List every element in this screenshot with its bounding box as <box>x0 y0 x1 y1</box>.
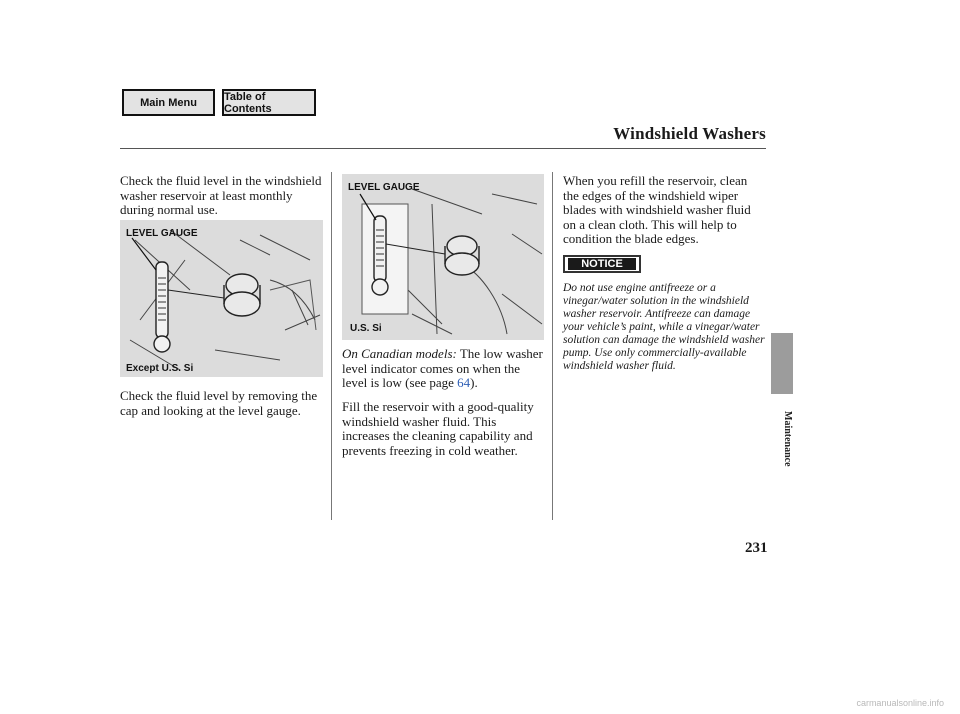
notice-badge <box>563 255 641 273</box>
page-ref-link[interactable]: 64 <box>457 375 471 390</box>
notice-text: Do not use engine antifreeze or a vinegar/water solution in the windshield washer reservoir. Antifreeze can damage your vehicle’s paint, while a vinegar/water solution can damage the windshield washer pump. Use only commercially-available windshield washer fluid. <box>563 282 765 372</box>
col1-intro-paragraph: Check the fluid level in the windshield washer reservoir at least monthly during normal use. <box>120 173 322 217</box>
col1-check-paragraph: Check the fluid level by removing the cap and looking at the level gauge. <box>120 388 318 418</box>
page-number: 231 <box>745 540 768 556</box>
canadian-models-prefix: On Canadian models: <box>342 346 457 361</box>
column-divider-right <box>552 172 553 520</box>
figure-label: LEVEL GAUGE <box>126 228 198 239</box>
table-of-contents-button[interactable]: Table of Contents <box>222 89 316 116</box>
engine-bay-illustration <box>120 220 323 377</box>
figure-us-si <box>342 174 544 340</box>
figure-caption: Except U.S. Si <box>126 363 194 374</box>
title-rule <box>120 148 766 149</box>
column-divider-left <box>331 172 332 520</box>
col2-fill-paragraph: Fill the reservoir with a good-quality windshield washer fluid. This increases the cleaning capability and prevents freezing in cold weather. <box>342 399 534 458</box>
main-menu-button[interactable]: Main Menu <box>122 89 215 116</box>
level-gauge-tube <box>154 262 170 352</box>
canadian-text-end: ). <box>470 375 478 390</box>
reservoir-cap <box>445 236 479 275</box>
figure-caption: U.S. Si <box>350 323 382 334</box>
reservoir-cap <box>224 274 260 316</box>
canadian-text: The low washer level indicator comes on when the level is low (see page <box>342 346 543 390</box>
page-title: Windshield Washers <box>613 124 766 143</box>
section-tab <box>771 333 793 394</box>
figure-except-us-si <box>120 220 323 377</box>
col3-refill-paragraph: When you refill the reservoir, clean the edges of the windshield wiper blades with windshield washer fluid on a clean cloth. This will help to condition the blade edges. <box>563 173 751 246</box>
figure-label: LEVEL GAUGE <box>348 182 420 193</box>
watermark: carmanualsonline.info <box>856 698 944 708</box>
section-label: Maintenance <box>782 411 793 467</box>
engine-bay-illustration <box>342 174 544 340</box>
notice-label: NOTICE <box>568 258 636 270</box>
level-gauge-tube <box>372 216 388 295</box>
col2-canadian-paragraph <box>342 347 544 391</box>
